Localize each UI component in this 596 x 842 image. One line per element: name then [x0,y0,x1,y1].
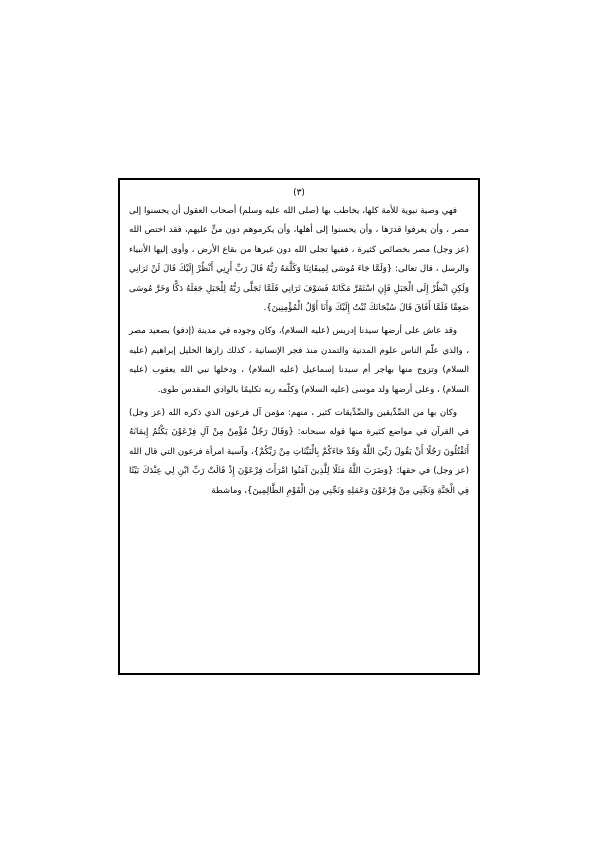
paragraph-2: وقد عاش على أرضها سيدنا إدريس (عليه السلام)، وكان وجوده في مدينة (إدفو) بصعيد مصر ، والذي علّم الناس علوم المدنية والتمدن منذ فجر الإنسانية ، كذلك زارها الخليل إبراهيم (عليه السلام) وتزوج منها بهاجر أم سيدنا إسماعيل (عليه السلام) ، ودخلها نبي الله يعقوب (عليه السلام) ، وعلى أرضها ولد موسى (عليه السلام) وكلّمه ربه تكليمًا بالوادي المقدس طوى. [129,326,469,395]
page-number: (٣) [293,188,305,198]
body-text [129,202,469,501]
paragraph-1: فهي وصية نبوية للأمة كلها، يخاطب بها (صلى الله عليه وسلم) أصحاب العقول أن يحسنوا إلى مصر ، وأن يعرفوا قدرَها ، وأن يحسنوا إلى أهلها، وأن يكرموهم دون منٍّ عليهم، فقد اختص الله (عز وجل) مصر بخصائص كثيرة ، ففيها تجلى الله دون غيرها من بقاع الأرض ، وأوى إليها الأنبياء والرسل ، قال تعالى: {وَلَمَّا جَاءَ مُوسَى لِمِيقَاتِنَا وَكَلَّمَهُ رَبُّهُ قَالَ رَبِّ أَرِنِي أَنْظُرْ إِلَيْكَ قَالَ لَنْ تَرَانِي وَلَكِنِ انْظُرْ إِلَى الْجَبَلِ فَإِنِ اسْتَقَرَّ مَكَانَهُ فَسَوْفَ تَرَانِي فَلَمَّا تَجَلَّى رَبُّهُ لِلْجَبَلِ جَعَلَهُ دَكًّا وَخَرَّ مُوسَى صَعِقًا فَلَمَّا أَفَاقَ قَالَ سُبْحَانَكَ تُبْتُ إِلَيْكَ وَأَنَا أَوَّلُ الْمُؤْمِنِينَ}. [129,206,469,314]
paragraph-3: وكان بها من الصِّدِّيقين والصِّدِّيقات كثير ، منهم: مؤمن آل فرعون الذي ذكره الله (عز وجل) في القرآن في مواضع كثيرة منها قوله سبحانه: {وَقَالَ رَجُلٌ مُؤْمِنٌ مِنْ آلِ فِرْعَوْنَ يَكْتُمُ إِيمَانَهُ أَتَقْتُلُونَ رَجُلًا أَنْ يَقُولَ رَبِّيَ اللَّهُ وَقَدْ جَاءَكُمْ بِالْبَيِّنَاتِ مِنْ رَبِّكُمْ}، وآسية امرأة فرعون التي قال الله (عز وجل) في حقها: {وَضَرَبَ اللَّهُ مَثَلًا لِلَّذِينَ آمَنُوا امْرَأَتَ فِرْعَوْنَ إِذْ قَالَتْ رَبِّ ابْنِ لِي عِنْدَكَ بَيْتًا فِي الْجَنَّةِ وَنَجِّنِي مِنْ فِرْعَوْنَ وَعَمَلِهِ وَنَجِّنِي مِنَ الْقَوْمِ الظَّالِمِينَ}، وماشطة [129,408,469,496]
page-frame [118,178,480,675]
